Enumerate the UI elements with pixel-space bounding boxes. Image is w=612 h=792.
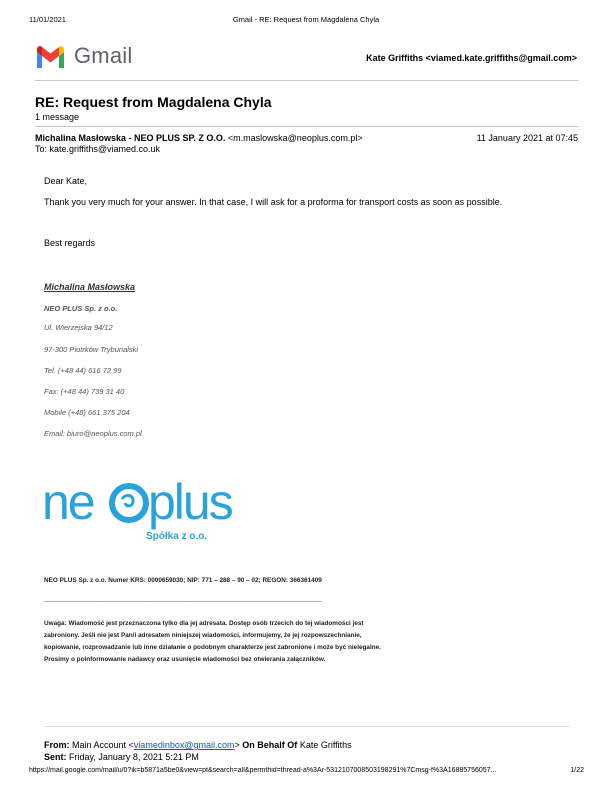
message-date: 11 January 2021 at 07:45 [476,133,578,143]
quoted-sent-label: Sent: [44,752,67,762]
message-count: 1 message [35,112,80,122]
closing: Best regards [44,238,96,248]
page-number: 1/22 [570,767,584,774]
signature-address: Ul. Wierzejska 94/12 [44,323,113,332]
signature-name: Michalina Masłowska [44,282,136,292]
account-label: Kate Griffiths <viamed.kate.griffiths@gmail.com> [366,53,577,63]
header-divider [35,80,578,81]
quoted-from-line [44,740,352,750]
quoted-from-close: > [234,740,240,750]
svg-text:Spółka z o.o.: Spółka z o.o. [146,531,208,542]
signature-mobile: Mobile (+48) 661 375 204 [44,408,130,417]
quoted-behalf-label: On Behalf Of [242,740,298,750]
disclaimer-line-4: Prosimy o poinformowanie nadawcy oraz usunięcie wiadomości bez otwierania załączników. [44,656,326,663]
subject-divider [35,126,578,127]
neoplus-logo [40,473,240,545]
print-url: https://mail.google.com/mail/u/0?ik=b5871a5be0&view=pt&search=all&permthid=thread-a%3Ar-5312107008503198291%7Cmsg-f%3A16885756057... [29,767,497,774]
signature-email: Email: biuro@neoplus.com.pl [44,429,142,438]
quote-divider [44,726,570,727]
gmail-wordmark: Gmail [74,43,133,68]
sender-email: <m.maslowska@neoplus.com.pl> [227,133,363,143]
sender-line [35,133,363,143]
sender-name: Michalina Masłowska - NEO PLUS SP. Z O.O. [35,133,226,143]
quoted-sent-line [44,752,199,762]
quoted-from-link[interactable]: viamedinbox@gmail.com [133,740,235,750]
signature-tel: Tel. (+48 44) 616 72 99 [44,366,122,375]
svg-text:plus: plus [148,474,232,530]
disclaimer-line-1: Uwaga: Wiadomość jest przeznaczona tylko dla jej adresata. Dostęp osób trzecich do tej wiadomości jest [44,620,364,627]
gmail-logo-icon [35,44,66,68]
quoted-from-name: Main Account < [72,740,134,750]
signature-city: 97-300 Piotrków Trybunalski [44,345,139,354]
company-registration: NEO PLUS Sp. z o.o. Numer KRS: 0000659030; NIP: 771 – 288 – 90 – 02; REGON: 366361409 [44,577,322,584]
thread-subject: RE: Request from Magdalena Chyla [35,94,272,110]
signature-company: NEO PLUS Sp. z o.o. [44,304,118,313]
greeting: Dear Kate, [44,176,88,186]
message-body: Thank you very much for your answer. In that case, I will ask for a proforma for transport costs as soon as possible. [44,197,503,207]
disclaimer-line-2: zabroniony. Jeśli nie jest Pan/i adresatem niniejszej wiadomości, informujemy, że jej rozpowszechnianie, [44,632,362,639]
recipient-line: To: kate.griffiths@viamed.co.uk [35,144,161,154]
print-title: Gmail - RE: Request from Magdalena Chyla [232,15,380,24]
signature-separator: ——————————————————————————————————————————————— [44,598,321,605]
quoted-behalf-name: Kate Griffiths [299,740,352,750]
svg-text:ne: ne [42,474,94,530]
signature-fax: Fax: (+48 44) 739 31 40 [44,387,125,396]
quoted-from-label: From: [44,740,70,750]
print-date: 11/01/2021 [29,15,66,24]
disclaimer-line-3: kopiowanie, rozprowadzanie lub inne działanie o podobnym charakterze jest zabronione i może być nielegalne. [44,644,381,651]
quoted-sent-value: Friday, January 8, 2021 5:21 PM [69,752,199,762]
